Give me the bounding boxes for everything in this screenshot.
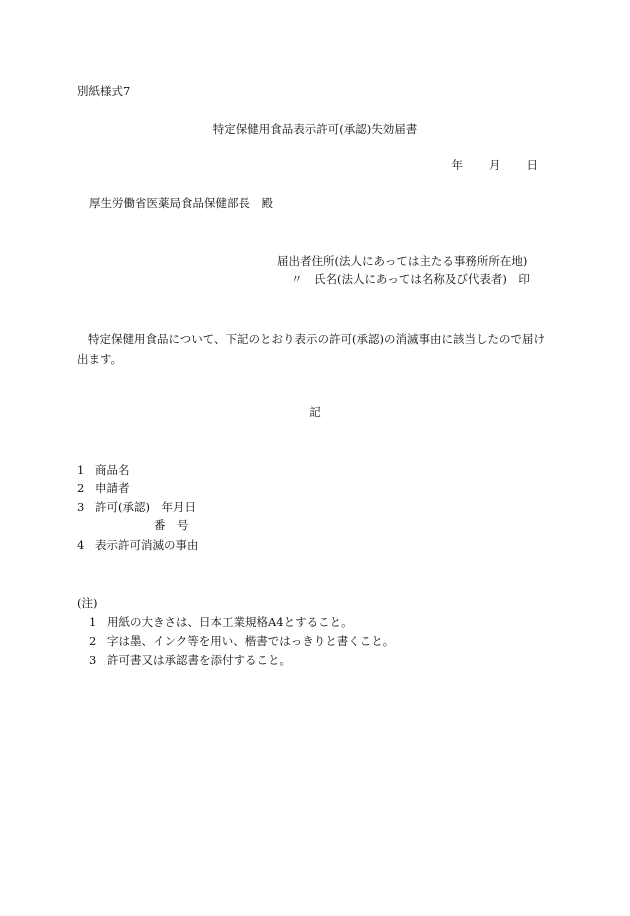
note-text: 許可書又は承認書を添付すること。: [107, 653, 291, 667]
item-label: 表示許可消滅の事由: [95, 538, 199, 552]
item-label: 許可(承認) 年月日: [95, 500, 196, 514]
notes-heading: (注): [77, 596, 98, 610]
ki-heading: 記: [309, 405, 321, 419]
form-number: 別紙様式7: [77, 84, 131, 98]
date-day: 日: [526, 158, 538, 172]
body-text: 特定保健用食品について、下記のとおり表示の許可(承認)の消滅事由に該当したので届け出ます。: [77, 332, 546, 366]
item-number: 2: [77, 481, 85, 495]
note-item: [89, 636, 394, 648]
note-number: 2: [89, 634, 97, 648]
date-line: [452, 160, 539, 172]
item-number: 3: [77, 500, 85, 514]
addressee: 厚生労働省医薬局食品保健部長 殿: [89, 196, 273, 210]
item3-sub-label: 番 号: [154, 518, 189, 532]
note-item: [89, 655, 291, 667]
note-number: 3: [89, 653, 97, 667]
applicant-name-label: 〃 氏名(法人にあっては名称及び代表者) 印: [291, 272, 530, 286]
list-item: [77, 483, 130, 495]
list-item: [77, 540, 199, 552]
note-number: 1: [89, 615, 97, 629]
note-text: 用紙の大きさは、日本工業規格A4とすること。: [107, 615, 353, 629]
document-title: 特定保健用食品表示許可(承認)失効届書: [212, 122, 418, 136]
item-label: 申請者: [95, 481, 130, 495]
list-item: [77, 502, 196, 514]
list-item: [77, 465, 130, 477]
date-year: 年: [451, 158, 463, 172]
note-text: 字は墨、インク等を用い、楷書ではっきりと書くこと。: [107, 634, 395, 648]
item-number: 4: [77, 538, 85, 552]
item-number: 1: [77, 463, 85, 477]
item-label: 商品名: [95, 463, 130, 477]
note-item: [89, 617, 353, 629]
applicant-address-label: 届出者住所(法人にあっては主たる事務所所在地): [277, 254, 528, 268]
date-month: 月: [489, 158, 501, 172]
